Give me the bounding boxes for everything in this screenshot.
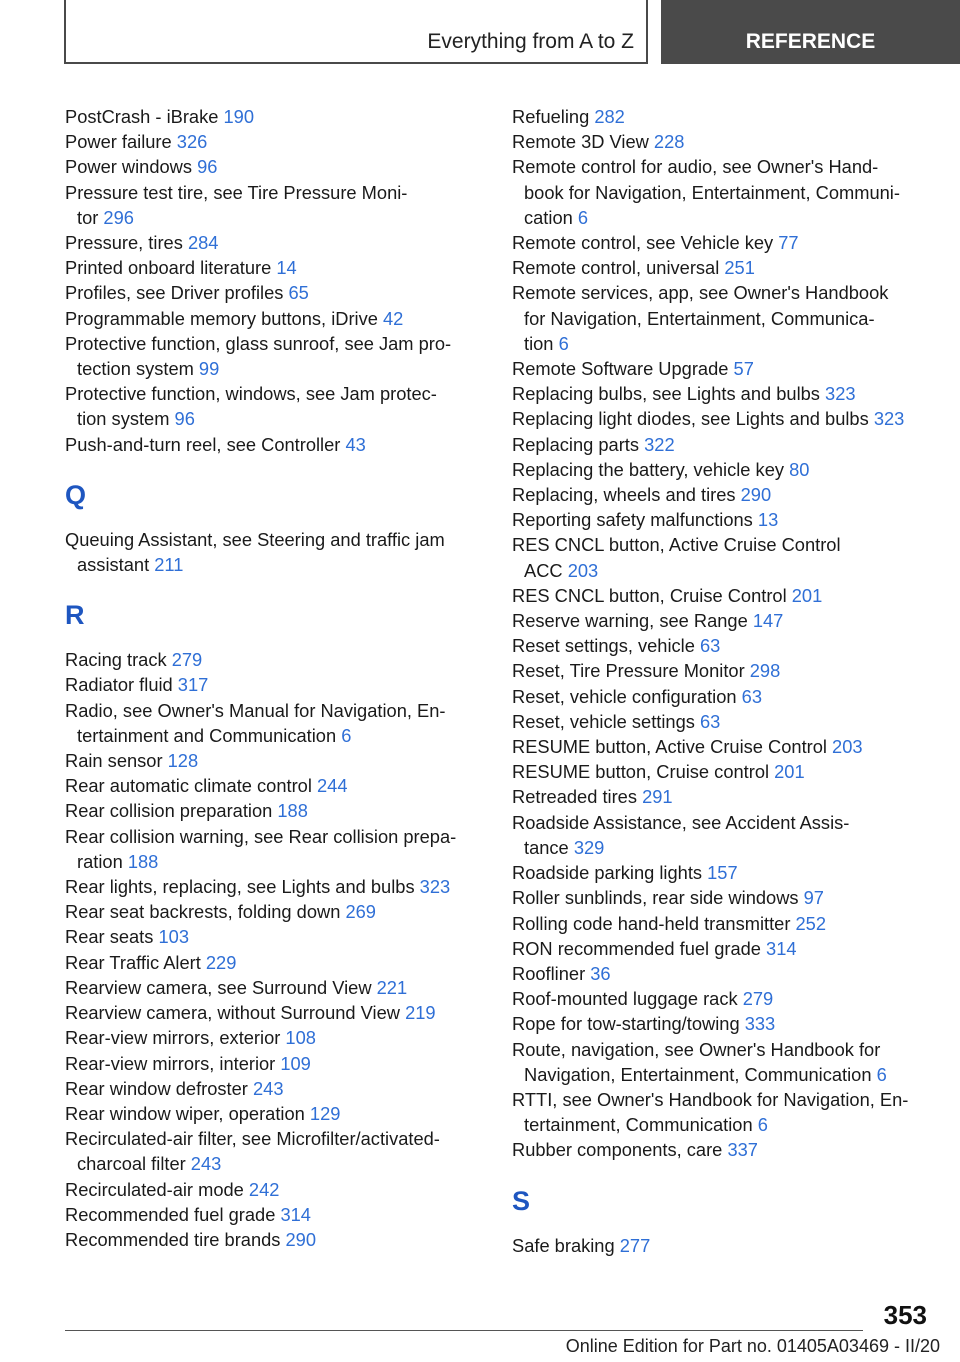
page-reference-link[interactable]: 244 — [316, 775, 348, 797]
entry-text: for Navigation, Entertainment, Communica- — [524, 307, 875, 329]
index-entry — [512, 532, 932, 582]
index-column-left — [65, 104, 485, 1252]
index-entry — [65, 154, 485, 179]
entry-text: RESUME button, Cruise control — [512, 761, 775, 783]
index-entry — [65, 1000, 485, 1025]
index-entry — [512, 280, 932, 356]
page-reference-link[interactable]: 228 — [653, 131, 685, 153]
entry-text: Roadside Assistance, see Accident Assis- — [512, 811, 850, 833]
page-reference-link[interactable]: 13 — [757, 509, 779, 531]
page-reference-link[interactable]: 43 — [345, 433, 366, 455]
page-reference-link[interactable]: 109 — [280, 1052, 311, 1074]
page-reference-link[interactable]: 147 — [752, 610, 784, 632]
header-title-box — [64, 0, 648, 64]
page-reference-link[interactable]: 6 — [757, 1114, 768, 1136]
page-reference-link[interactable]: 203 — [567, 559, 599, 581]
page-reference-link[interactable]: 290 — [740, 484, 772, 506]
page-reference-link[interactable]: 323 — [825, 383, 856, 405]
index-entry — [65, 1101, 485, 1126]
page-reference-link[interactable]: 63 — [741, 685, 763, 707]
page-reference-link[interactable]: 296 — [103, 206, 134, 228]
entry-text: charcoal filter — [77, 1153, 191, 1175]
index-entry — [512, 1011, 932, 1036]
index-entry — [512, 961, 932, 986]
entry-text: Rubber components, care — [512, 1139, 728, 1161]
index-entry — [512, 129, 932, 154]
entry-text: Rear window wiper, operation — [65, 1102, 310, 1124]
index-entry — [65, 1025, 485, 1050]
page-reference-link[interactable]: 103 — [158, 926, 189, 948]
entry-text: RES CNCL button, Active Cruise Control — [512, 534, 841, 556]
entry-text: cation — [524, 206, 578, 228]
page-reference-link[interactable]: 99 — [198, 358, 220, 380]
index-entry — [512, 1137, 932, 1162]
page-reference-link[interactable]: 6 — [876, 1063, 887, 1085]
page-reference-link[interactable]: 284 — [187, 232, 219, 254]
index-entry — [65, 899, 485, 924]
index-entry — [512, 406, 932, 431]
entry-text: tor — [77, 206, 104, 228]
entry-text: Replacing parts — [512, 433, 645, 455]
entry-text: Reset settings, vehicle — [512, 635, 700, 657]
page-reference-link[interactable]: 188 — [277, 800, 308, 822]
entry-text: RES CNCL button, Cruise Control — [512, 584, 792, 606]
index-entry — [512, 709, 932, 734]
footer-divider — [65, 1330, 863, 1331]
entry-text: Rolling code hand-held transmitter — [512, 912, 796, 934]
entry-text: Reset, Tire Pressure Monitor — [512, 660, 750, 682]
index-entry — [512, 507, 932, 532]
entry-text: Rear automatic climate control — [65, 775, 317, 797]
index-entry — [512, 633, 932, 658]
page-reference-link[interactable]: 282 — [594, 106, 625, 127]
entry-text: Remote 3D View — [512, 131, 654, 153]
index-entry — [65, 381, 485, 431]
page-reference-link[interactable]: 221 — [376, 976, 408, 998]
page-reference-link[interactable]: 80 — [789, 458, 810, 480]
entry-text: tion — [524, 332, 559, 354]
page-reference-link[interactable]: 279 — [742, 988, 774, 1010]
page-reference-link[interactable]: 96 — [174, 408, 195, 430]
entry-text: ration — [77, 850, 128, 872]
index-entry — [65, 180, 485, 230]
entry-text: Push-and-turn reel, see Controller — [65, 433, 346, 455]
index-entry — [65, 647, 485, 672]
page-reference-link[interactable]: 6 — [577, 206, 589, 228]
page-reference-link[interactable]: 269 — [345, 901, 376, 923]
entry-text: Reset, vehicle settings — [512, 710, 700, 732]
entry-text: Remote control for audio, see Owner's Hand- — [512, 156, 879, 178]
index-entry — [512, 860, 932, 885]
index-entry — [65, 672, 485, 697]
entry-text: assistant — [77, 554, 155, 576]
entry-text: Programmable memory buttons, iDrive — [65, 307, 383, 329]
page-reference-link[interactable]: 333 — [744, 1013, 776, 1035]
entry-text: RESUME button, Active Cruise Control — [512, 736, 833, 758]
index-entry — [512, 1037, 932, 1087]
entry-text: Replacing the battery, vehicle key — [512, 458, 790, 480]
page-number: 353 — [883, 1300, 927, 1330]
entry-text: PostCrash - iBrake — [65, 106, 224, 127]
entry-text: Reset, vehicle configuration — [512, 685, 742, 707]
entry-text: Route, navigation, see Owner's Handbook for — [512, 1038, 881, 1060]
entry-text: Rear seats — [65, 926, 159, 948]
page-reference-link[interactable]: 279 — [171, 649, 203, 671]
index-entry — [65, 874, 485, 899]
page-reference-link[interactable]: 36 — [590, 962, 611, 984]
entry-text: Recommended tire brands — [65, 1228, 286, 1250]
entry-text: Replacing bulbs, see Lights and bulbs — [512, 383, 826, 405]
page-reference-link[interactable]: 201 — [791, 584, 823, 606]
entry-text: Rear collision warning, see Rear collision prepa- — [65, 825, 457, 847]
entry-text: Pressure, tires — [65, 232, 188, 254]
header-section-tab — [661, 0, 960, 64]
index-entry — [65, 1227, 485, 1252]
entry-text: tance — [524, 836, 574, 858]
index-entry — [512, 255, 932, 280]
page-reference-link[interactable]: 291 — [642, 786, 673, 808]
entry-text: Radio, see Owner's Manual for Navigation, En- — [65, 699, 446, 721]
page-reference-link[interactable]: 219 — [405, 1002, 436, 1024]
entry-text: Recommended fuel grade — [65, 1203, 281, 1225]
entry-text: tertainment and Communication — [77, 724, 342, 746]
page-reference-link[interactable]: 298 — [749, 660, 781, 682]
page-reference-link[interactable]: 314 — [280, 1203, 311, 1225]
entry-text: Rearview camera, without Surround View — [65, 1002, 406, 1024]
index-entry — [65, 230, 485, 255]
index-entry — [512, 734, 932, 759]
page-reference-link[interactable]: 6 — [341, 724, 352, 746]
entry-text: Remote control, see Vehicle key — [512, 232, 779, 254]
entry-text: Rearview camera, see Surround View — [65, 976, 377, 998]
index-entry — [512, 482, 932, 507]
entry-text: Recirculated-air filter, see Microfilter/activated- — [65, 1128, 440, 1150]
header-title: Everything from A to Z — [427, 30, 634, 53]
entry-text: Recirculated-air mode — [65, 1178, 249, 1200]
index-entry — [512, 784, 932, 809]
index-entry — [512, 457, 932, 482]
page-reference-link[interactable]: 314 — [766, 937, 797, 959]
index-entry — [512, 381, 932, 406]
index-entry — [65, 773, 485, 798]
page-reference-link[interactable]: 203 — [832, 736, 863, 758]
index-entry — [512, 583, 932, 608]
index-section-letter: R — [65, 600, 85, 631]
index-entry — [65, 950, 485, 975]
entry-text: Protective function, glass sunroof, see Jam pro- — [65, 332, 452, 354]
index-entry — [65, 748, 485, 773]
index-entry — [65, 306, 485, 331]
index-entry — [512, 104, 932, 129]
page-reference-link[interactable]: 201 — [774, 761, 805, 783]
entry-text: Rope for tow-starting/towing — [512, 1013, 745, 1035]
page-reference-link[interactable]: 77 — [778, 232, 799, 254]
page-reference-link[interactable]: 243 — [190, 1153, 222, 1175]
index-entry — [512, 986, 932, 1011]
index-entry — [512, 230, 932, 255]
index-entry — [65, 280, 485, 305]
index-entry — [512, 608, 932, 633]
entry-text: Rear-view mirrors, interior — [65, 1052, 281, 1074]
index-column-right — [512, 104, 932, 1258]
page-reference-link[interactable]: 6 — [558, 332, 569, 354]
entry-text: Roofliner — [512, 962, 591, 984]
page-reference-link[interactable]: 290 — [285, 1228, 317, 1250]
entry-text: Rear collision preparation — [65, 800, 278, 822]
page-reference-link[interactable]: 337 — [727, 1139, 758, 1161]
page-reference-link[interactable]: 229 — [205, 951, 237, 973]
page-reference-link[interactable]: 277 — [619, 1234, 651, 1256]
index-entry — [512, 936, 932, 961]
entry-text: book for Navigation, Entertainment, Communi- — [524, 181, 900, 203]
entry-text: Queuing Assistant, see Steering and traffic jam — [65, 528, 445, 550]
page-reference-link[interactable]: 326 — [176, 131, 208, 153]
page-reference-link[interactable]: 242 — [248, 1178, 280, 1200]
index-section-letter: Q — [65, 479, 87, 510]
index-section-letter: S — [512, 1185, 531, 1216]
entry-text: Replacing light diodes, see Lights and bulbs — [512, 408, 874, 430]
index-entry — [65, 824, 485, 874]
entry-text: RON recommended fuel grade — [512, 937, 767, 959]
page-reference-link[interactable]: 63 — [699, 635, 721, 657]
page-reference-link[interactable]: 96 — [197, 156, 218, 178]
page-header — [64, 0, 960, 66]
entry-text: Remote Software Upgrade — [512, 358, 734, 380]
page-reference-link[interactable]: 251 — [724, 257, 755, 279]
entry-text: Protective function, windows, see Jam protec- — [65, 383, 437, 405]
page-reference-link[interactable]: 108 — [285, 1027, 316, 1049]
entry-text: Radiator fluid — [65, 674, 178, 696]
page-reference-link[interactable]: 14 — [276, 257, 297, 279]
entry-text: Rear seat backrests, folding down — [65, 901, 346, 923]
footer-edition: Online Edition for Part no. 01405A03469 - II/20 — [565, 1336, 940, 1356]
entry-text: ACC — [524, 559, 568, 581]
header-section-label: REFERENCE — [745, 30, 876, 53]
index-entry — [512, 1233, 932, 1258]
entry-text: Rear-view mirrors, exterior — [65, 1027, 286, 1049]
entry-text: Rear window defroster — [65, 1077, 253, 1099]
page-reference-link[interactable]: 63 — [699, 710, 721, 732]
entry-text: Safe braking — [512, 1234, 620, 1256]
index-entry — [65, 331, 485, 381]
entry-text: Rain sensor — [65, 750, 168, 772]
index-entry — [65, 975, 485, 1000]
page-reference-link[interactable]: 188 — [127, 850, 159, 872]
page-reference-link[interactable]: 243 — [252, 1077, 284, 1099]
entry-text: Reporting safety malfunctions — [512, 509, 758, 531]
index-entry — [65, 924, 485, 949]
index-entry — [65, 255, 485, 280]
page-reference-link[interactable]: 42 — [383, 307, 404, 329]
page-reference-link[interactable]: 190 — [223, 106, 255, 127]
entry-text: Refueling — [512, 106, 595, 127]
entry-text: Roadside parking lights — [512, 862, 708, 884]
entry-text: Profiles, see Driver profiles — [65, 282, 289, 304]
index-entry — [65, 1177, 485, 1202]
entry-text: Rear Traffic Alert — [65, 951, 206, 973]
page-reference-link[interactable]: 323 — [873, 408, 905, 430]
index-entry — [512, 432, 932, 457]
index-entry — [65, 798, 485, 823]
entry-text: Remote control, universal — [512, 257, 725, 279]
entry-text: Retreaded tires — [512, 786, 643, 808]
entry-text: Roller sunblinds, rear side windows — [512, 887, 804, 909]
entry-text: Replacing, wheels and tires — [512, 484, 741, 506]
index-entry — [65, 432, 485, 457]
index-entry — [65, 1051, 485, 1076]
index-entry — [512, 810, 932, 860]
page-reference-link[interactable]: 157 — [707, 862, 738, 884]
entry-text: tertainment, Communication — [524, 1114, 758, 1136]
entry-text: Roof-mounted luggage rack — [512, 988, 743, 1010]
index-entry — [65, 527, 485, 577]
page-reference-link[interactable]: 97 — [803, 887, 824, 909]
entry-text: tion system — [77, 408, 175, 430]
index-entry — [65, 1076, 485, 1101]
page-reference-link[interactable]: 65 — [288, 282, 309, 304]
index-entry — [65, 698, 485, 748]
entry-text: Power failure — [65, 131, 177, 153]
index-entry — [65, 1126, 485, 1176]
index-entry — [512, 154, 932, 230]
entry-text: tection system — [77, 358, 199, 380]
entry-text: RTTI, see Owner's Handbook for Navigation, En- — [512, 1088, 909, 1110]
page-reference-link[interactable]: 329 — [573, 836, 605, 858]
entry-text: Printed onboard literature — [65, 257, 277, 279]
index-entry — [512, 911, 932, 936]
entry-text: Navigation, Entertainment, Communication — [524, 1063, 877, 1085]
index-entry — [512, 1087, 932, 1137]
index-entry — [512, 356, 932, 381]
page-reference-link[interactable]: 128 — [167, 750, 199, 772]
entry-text: Pressure test tire, see Tire Pressure Moni- — [65, 181, 408, 203]
page-reference-link[interactable]: 323 — [419, 876, 451, 898]
page-reference-link[interactable]: 252 — [795, 912, 827, 934]
index-entry — [512, 759, 932, 784]
index-entry — [512, 684, 932, 709]
index-entry — [512, 658, 932, 683]
entry-text: Reserve warning, see Range — [512, 610, 753, 632]
page-reference-link[interactable]: 57 — [733, 358, 754, 380]
index-entry — [512, 885, 932, 910]
page-reference-link[interactable]: 317 — [177, 674, 209, 696]
index-entry — [65, 104, 485, 129]
index-entry — [65, 1202, 485, 1227]
entry-text: Rear lights, replacing, see Lights and bulbs — [65, 876, 420, 898]
index-entry — [65, 129, 485, 154]
page-reference-link[interactable]: 322 — [644, 433, 675, 455]
page-reference-link[interactable]: 211 — [154, 554, 184, 576]
entry-text: Remote services, app, see Owner's Handbook — [512, 282, 889, 304]
page-reference-link[interactable]: 129 — [309, 1102, 341, 1124]
entry-text: Power windows — [65, 156, 198, 178]
entry-text: Racing track — [65, 649, 172, 671]
